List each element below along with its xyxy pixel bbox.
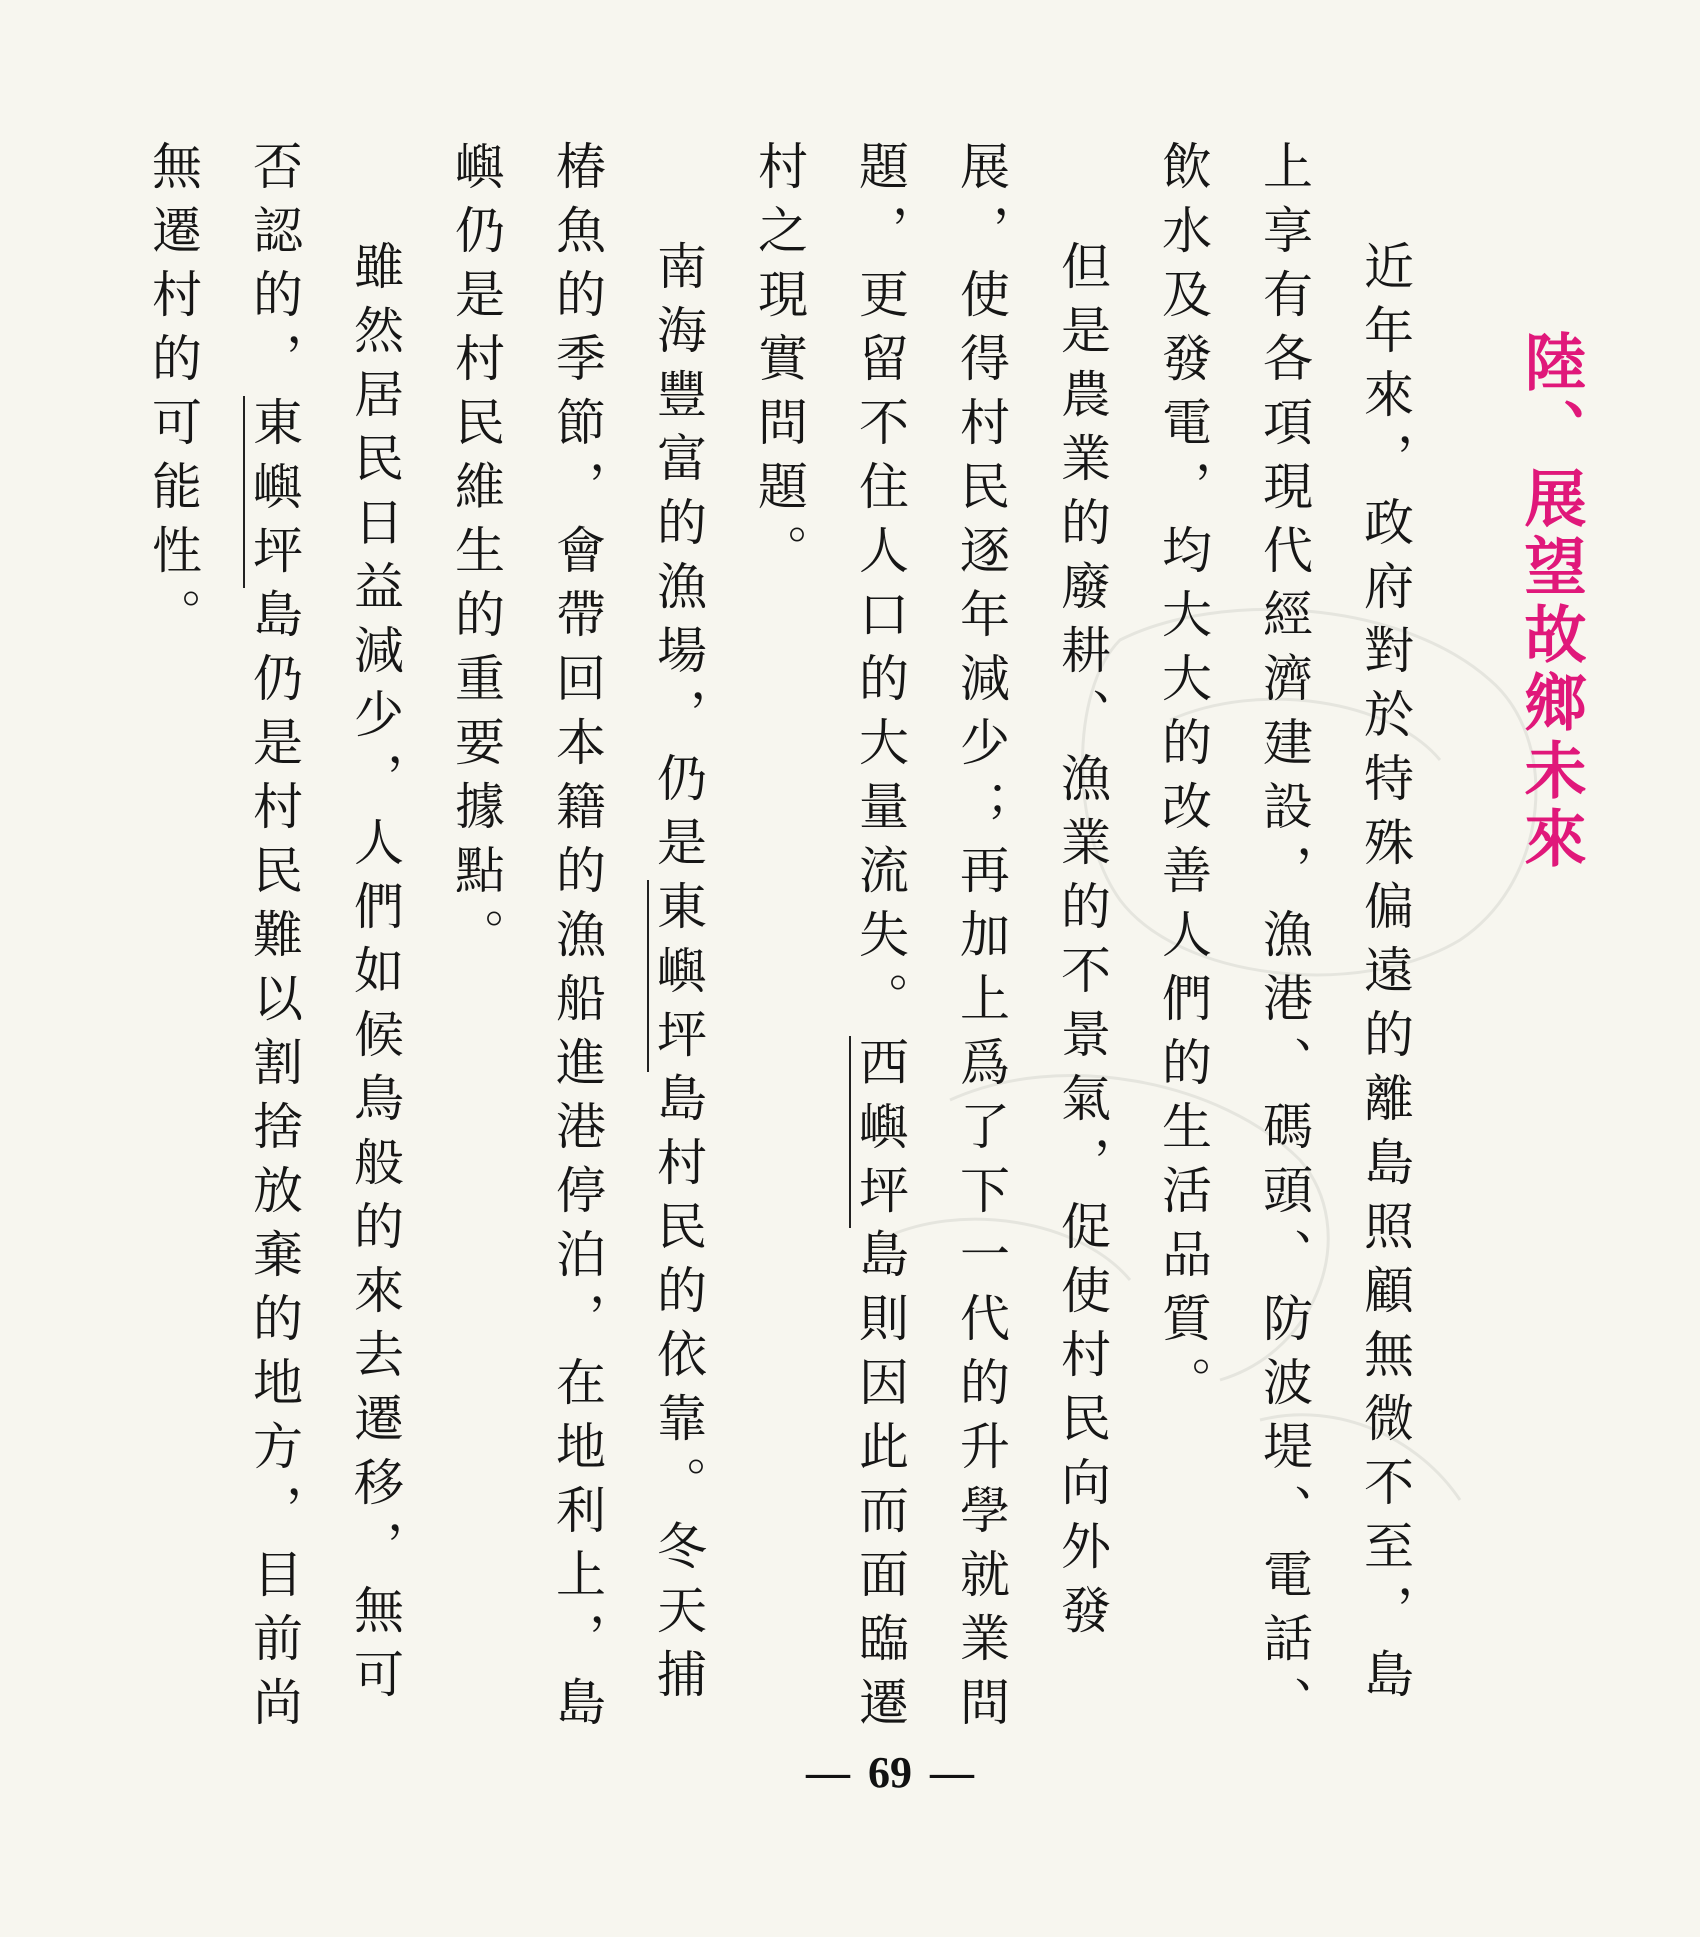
paragraph-text: 但是農業的廢耕、漁業的不景氣，促使村民向外發展，使得村民逐年減少；再加上爲了下一代的升學就業問題，更留不住人口的大量流失。: [851, 140, 1111, 1740]
place-name-marked: 西嶼坪: [851, 1036, 909, 1228]
page-number-dash-left: —: [806, 1748, 850, 1797]
page-number: [0, 1747, 1700, 1798]
paragraph-text: 島則因此而面臨遷村之現實問題。: [750, 140, 909, 1740]
place-name-marked: 東嶼坪: [245, 396, 303, 588]
section-title: 陸、展望故鄉未來: [1514, 330, 1587, 874]
paragraph-3: [425, 140, 728, 1740]
paragraph-2: [728, 140, 1132, 1740]
paragraph-4: [122, 140, 425, 1740]
page-number-value: 69: [868, 1748, 912, 1797]
body-text: [130, 140, 1435, 1740]
paragraph-1: [1132, 140, 1435, 1740]
paragraph-text: 近年來，政府對於特殊偏遠的離島照顧無微不至，島上享有各項現代經濟建設，漁港、碼頭、防波堤、電話、飲水及發電，均大大的改善人們的生活品質。: [1154, 140, 1414, 1740]
paragraph-text: 雖然居民日益減少，人們如候鳥般的來去遷移，無可否認的，: [245, 140, 404, 1712]
paragraph-text: 島村民的依靠。冬天捕椿魚的季節，會帶回本籍的漁船進港停泊，在地利上，島嶼仍是村民維生的重要據點。: [447, 140, 707, 1740]
place-name-marked: 東嶼坪: [649, 880, 707, 1072]
paragraph-text: 島仍是村民難以割捨放棄的地方，目前尚無遷村的可能性。: [144, 140, 303, 1740]
page-number-dash-right: —: [930, 1748, 974, 1797]
paragraph-text: 南海豐富的漁場，仍是: [649, 240, 707, 880]
